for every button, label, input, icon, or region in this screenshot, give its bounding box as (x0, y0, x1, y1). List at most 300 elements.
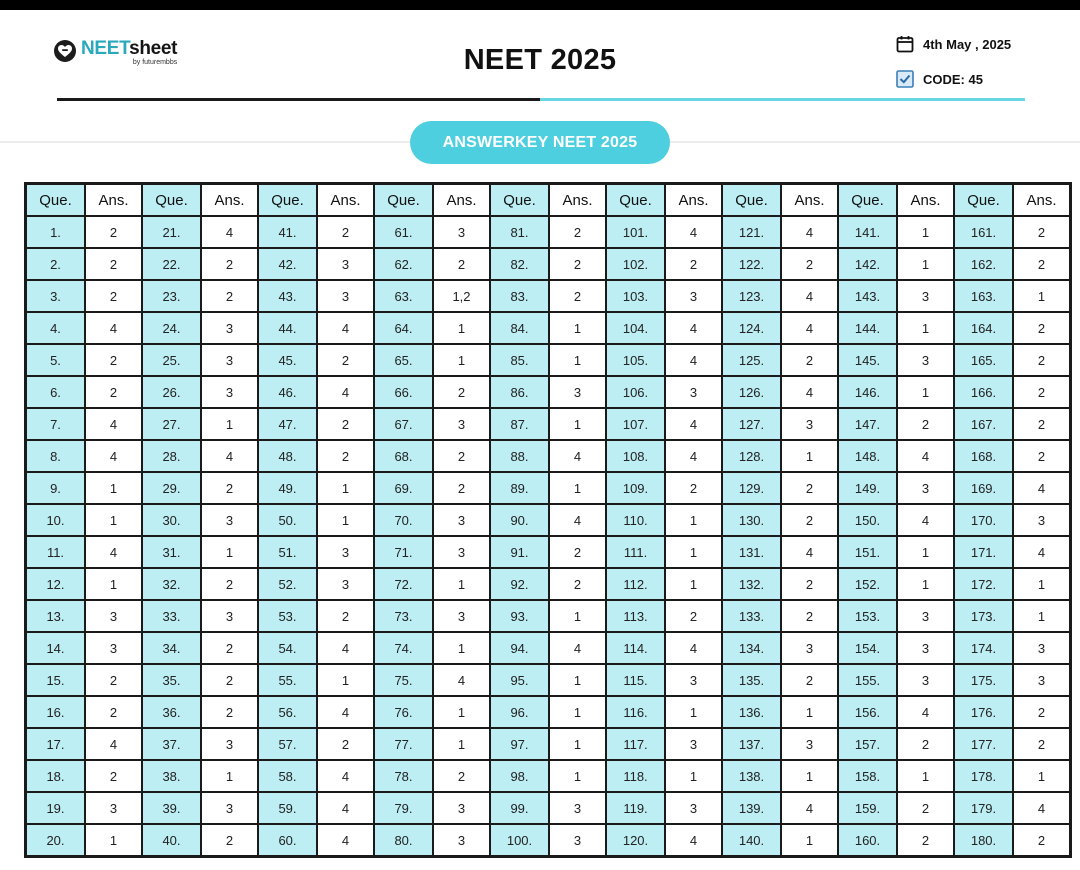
question-number-cell: 123. (722, 280, 781, 312)
answer-cell: 2 (317, 408, 374, 440)
answer-cell: 1 (1013, 600, 1071, 632)
table-row (26, 408, 1071, 440)
answer-cell: 3 (897, 600, 954, 632)
question-number-cell: 29. (142, 472, 201, 504)
table-body (26, 216, 1071, 857)
que-header: Que. (374, 184, 433, 217)
question-number-cell: 142. (838, 248, 897, 280)
answer-cell: 2 (85, 216, 142, 248)
question-number-cell: 169. (954, 472, 1013, 504)
answer-cell: 1 (317, 504, 374, 536)
table-row (26, 600, 1071, 632)
question-number-cell: 106. (606, 376, 665, 408)
que-header: Que. (258, 184, 317, 217)
answer-cell: 1 (665, 536, 722, 568)
table-row (26, 632, 1071, 664)
answer-cell: 2 (317, 728, 374, 760)
question-number-cell: 125. (722, 344, 781, 376)
table-row (26, 440, 1071, 472)
ans-header: Ans. (85, 184, 142, 217)
question-number-cell: 55. (258, 664, 317, 696)
answer-cell: 1 (897, 376, 954, 408)
question-number-cell: 118. (606, 760, 665, 792)
question-number-cell: 95. (490, 664, 549, 696)
question-number-cell: 115. (606, 664, 665, 696)
answer-cell: 2 (433, 376, 490, 408)
question-number-cell: 48. (258, 440, 317, 472)
answer-cell: 4 (781, 792, 838, 824)
answer-cell: 3 (201, 344, 258, 376)
question-number-cell: 127. (722, 408, 781, 440)
answer-cell: 3 (665, 728, 722, 760)
question-number-cell: 144. (838, 312, 897, 344)
question-number-cell: 170. (954, 504, 1013, 536)
question-number-cell: 110. (606, 504, 665, 536)
answer-cell: 1 (897, 312, 954, 344)
answer-cell: 3 (781, 728, 838, 760)
answer-cell: 1 (549, 728, 606, 760)
answer-cell: 2 (1013, 248, 1071, 280)
answer-cell: 2 (201, 280, 258, 312)
question-number-cell: 74. (374, 632, 433, 664)
answer-cell: 3 (781, 408, 838, 440)
answer-cell: 3 (201, 792, 258, 824)
answer-cell: 3 (781, 632, 838, 664)
answer-cell: 4 (317, 312, 374, 344)
question-number-cell: 32. (142, 568, 201, 600)
question-number-cell: 102. (606, 248, 665, 280)
exam-date: 4th May , 2025 (923, 36, 1012, 52)
brand-byline: by futurembbs (132, 59, 178, 66)
table-header-row (26, 184, 1071, 217)
brand-name-part1: NEET (81, 38, 130, 59)
answer-cell: 2 (897, 792, 954, 824)
answer-cell: 1 (85, 568, 142, 600)
answer-cell: 2 (781, 664, 838, 696)
answer-cell: 1 (665, 504, 722, 536)
question-number-cell: 78. (374, 760, 433, 792)
answer-cell: 2 (201, 568, 258, 600)
question-number-cell: 117. (606, 728, 665, 760)
table-row (26, 568, 1071, 600)
question-number-cell: 120. (606, 824, 665, 857)
answer-cell: 1 (897, 536, 954, 568)
question-number-cell: 165. (954, 344, 1013, 376)
question-number-cell: 136. (722, 696, 781, 728)
answer-cell: 2 (781, 504, 838, 536)
question-number-cell: 138. (722, 760, 781, 792)
question-number-cell: 128. (722, 440, 781, 472)
answer-cell: 2 (433, 440, 490, 472)
question-number-cell: 150. (838, 504, 897, 536)
question-number-cell: 44. (258, 312, 317, 344)
ans-header: Ans. (897, 184, 954, 217)
que-header: Que. (722, 184, 781, 217)
question-number-cell: 134. (722, 632, 781, 664)
question-number-cell: 68. (374, 440, 433, 472)
answer-cell: 1 (85, 472, 142, 504)
question-number-cell: 145. (838, 344, 897, 376)
question-number-cell: 167. (954, 408, 1013, 440)
table-row (26, 824, 1071, 857)
answer-cell: 1 (433, 568, 490, 600)
answer-cell: 2 (781, 344, 838, 376)
answer-cell: 2 (85, 248, 142, 280)
answer-cell: 2 (1013, 408, 1071, 440)
question-number-cell: 105. (606, 344, 665, 376)
question-number-cell: 50. (258, 504, 317, 536)
answer-cell: 4 (897, 504, 954, 536)
question-number-cell: 86. (490, 376, 549, 408)
question-number-cell: 19. (26, 792, 86, 824)
answer-cell: 2 (85, 344, 142, 376)
answer-cell: 1 (433, 344, 490, 376)
question-number-cell: 121. (722, 216, 781, 248)
question-number-cell: 34. (142, 632, 201, 664)
question-number-cell: 99. (490, 792, 549, 824)
answer-cell: 2 (781, 248, 838, 280)
answer-cell: 1 (781, 760, 838, 792)
question-number-cell: 23. (142, 280, 201, 312)
question-number-cell: 52. (258, 568, 317, 600)
question-number-cell: 98. (490, 760, 549, 792)
answer-cell: 3 (897, 280, 954, 312)
question-number-cell: 156. (838, 696, 897, 728)
answer-cell: 3 (201, 312, 258, 344)
question-number-cell: 21. (142, 216, 201, 248)
answer-cell: 3 (317, 280, 374, 312)
answer-cell: 1 (665, 696, 722, 728)
answer-cell: 1 (317, 472, 374, 504)
question-number-cell: 135. (722, 664, 781, 696)
que-header: Que. (26, 184, 86, 217)
answer-cell: 1 (433, 696, 490, 728)
question-number-cell: 35. (142, 664, 201, 696)
answer-cell: 2 (781, 472, 838, 504)
answer-cell: 3 (85, 632, 142, 664)
question-number-cell: 89. (490, 472, 549, 504)
answer-cell: 3 (1013, 632, 1071, 664)
answer-cell: 1 (1013, 568, 1071, 600)
question-number-cell: 88. (490, 440, 549, 472)
answer-cell: 2 (433, 248, 490, 280)
que-header: Que. (838, 184, 897, 217)
answer-cell: 2 (1013, 216, 1071, 248)
question-number-cell: 53. (258, 600, 317, 632)
answer-cell: 4 (665, 632, 722, 664)
answer-cell: 4 (317, 824, 374, 857)
question-number-cell: 103. (606, 280, 665, 312)
exam-date-row (895, 33, 1011, 55)
question-number-cell: 66. (374, 376, 433, 408)
answer-cell: 4 (665, 440, 722, 472)
answer-cell: 1 (549, 312, 606, 344)
answer-cell: 2 (85, 376, 142, 408)
question-number-cell: 81. (490, 216, 549, 248)
answer-cell: 3 (433, 504, 490, 536)
answer-cell: 4 (433, 664, 490, 696)
table-row (26, 504, 1071, 536)
answer-cell: 4 (665, 824, 722, 857)
question-number-cell: 141. (838, 216, 897, 248)
question-number-cell: 179. (954, 792, 1013, 824)
answer-cell: 2 (549, 248, 606, 280)
answer-cell: 2 (1013, 440, 1071, 472)
question-number-cell: 9. (26, 472, 86, 504)
question-number-cell: 94. (490, 632, 549, 664)
answer-cell: 1 (549, 472, 606, 504)
question-number-cell: 133. (722, 600, 781, 632)
ans-header: Ans. (201, 184, 258, 217)
ans-header: Ans. (665, 184, 722, 217)
answer-cell: 2 (201, 696, 258, 728)
answer-cell: 3 (433, 408, 490, 440)
question-number-cell: 13. (26, 600, 86, 632)
question-number-cell: 76. (374, 696, 433, 728)
answer-cell: 1 (433, 632, 490, 664)
calendar-icon (895, 34, 915, 54)
question-number-cell: 164. (954, 312, 1013, 344)
answer-cell: 4 (897, 696, 954, 728)
answer-cell: 4 (85, 408, 142, 440)
brand-name-part2: sheet (129, 38, 178, 59)
question-number-cell: 20. (26, 824, 86, 857)
question-number-cell: 6. (26, 376, 86, 408)
question-number-cell: 174. (954, 632, 1013, 664)
question-number-cell: 152. (838, 568, 897, 600)
question-number-cell: 147. (838, 408, 897, 440)
answer-cell: 4 (549, 504, 606, 536)
question-number-cell: 39. (142, 792, 201, 824)
question-number-cell: 46. (258, 376, 317, 408)
question-number-cell: 171. (954, 536, 1013, 568)
question-number-cell: 109. (606, 472, 665, 504)
answer-cell: 1 (549, 696, 606, 728)
answer-cell: 4 (549, 440, 606, 472)
ans-header: Ans. (317, 184, 374, 217)
question-number-cell: 107. (606, 408, 665, 440)
answer-cell: 1 (781, 440, 838, 472)
question-number-cell: 108. (606, 440, 665, 472)
answer-cell: 1 (665, 568, 722, 600)
answer-cell: 2 (85, 280, 142, 312)
answer-cell: 4 (781, 536, 838, 568)
table-row (26, 536, 1071, 568)
answer-cell: 3 (85, 600, 142, 632)
question-number-cell: 18. (26, 760, 86, 792)
answer-cell: 1 (433, 728, 490, 760)
table-row (26, 248, 1071, 280)
answer-cell: 2 (1013, 344, 1071, 376)
que-header: Que. (142, 184, 201, 217)
ans-header: Ans. (549, 184, 606, 217)
question-number-cell: 56. (258, 696, 317, 728)
answer-cell: 4 (85, 440, 142, 472)
answer-cell: 2 (317, 216, 374, 248)
question-number-cell: 92. (490, 568, 549, 600)
question-number-cell: 1. (26, 216, 86, 248)
table-row (26, 312, 1071, 344)
answer-cell: 4 (1013, 536, 1071, 568)
question-number-cell: 132. (722, 568, 781, 600)
table-row (26, 664, 1071, 696)
exam-code-row (895, 68, 1011, 90)
answer-cell: 2 (201, 632, 258, 664)
question-number-cell: 159. (838, 792, 897, 824)
question-number-cell: 31. (142, 536, 201, 568)
answer-cell: 3 (317, 568, 374, 600)
answer-cell: 1 (781, 696, 838, 728)
table-row (26, 280, 1071, 312)
answer-cell: 4 (781, 216, 838, 248)
question-number-cell: 149. (838, 472, 897, 504)
question-number-cell: 146. (838, 376, 897, 408)
answer-cell: 1 (201, 760, 258, 792)
question-number-cell: 161. (954, 216, 1013, 248)
answer-cell: 2 (85, 760, 142, 792)
answer-cell: 3 (433, 792, 490, 824)
question-number-cell: 7. (26, 408, 86, 440)
question-number-cell: 83. (490, 280, 549, 312)
table-row (26, 696, 1071, 728)
answer-cell: 1 (433, 312, 490, 344)
answer-cell: 4 (781, 280, 838, 312)
answer-cell: 3 (665, 376, 722, 408)
answer-cell: 2 (549, 536, 606, 568)
question-number-cell: 77. (374, 728, 433, 760)
question-number-cell: 124. (722, 312, 781, 344)
question-number-cell: 42. (258, 248, 317, 280)
question-number-cell: 111. (606, 536, 665, 568)
answer-cell: 3 (201, 728, 258, 760)
answer-cell: 3 (897, 632, 954, 664)
question-number-cell: 177. (954, 728, 1013, 760)
answer-cell: 4 (317, 792, 374, 824)
answer-cell: 3 (665, 664, 722, 696)
answer-cell: 3 (549, 824, 606, 857)
answer-cell: 3 (897, 472, 954, 504)
table-row (26, 792, 1071, 824)
answer-cell: 3 (201, 600, 258, 632)
answer-cell: 3 (317, 248, 374, 280)
answer-cell: 1 (549, 408, 606, 440)
question-number-cell: 54. (258, 632, 317, 664)
answer-cell: 1 (201, 408, 258, 440)
question-number-cell: 157. (838, 728, 897, 760)
answer-cell: 4 (317, 760, 374, 792)
question-number-cell: 116. (606, 696, 665, 728)
question-number-cell: 137. (722, 728, 781, 760)
answer-cell: 4 (1013, 792, 1071, 824)
question-number-cell: 154. (838, 632, 897, 664)
question-number-cell: 173. (954, 600, 1013, 632)
question-number-cell: 140. (722, 824, 781, 857)
table-row (26, 728, 1071, 760)
question-number-cell: 28. (142, 440, 201, 472)
answer-cell: 4 (201, 440, 258, 472)
question-number-cell: 82. (490, 248, 549, 280)
question-number-cell: 126. (722, 376, 781, 408)
answerkey-banner: ANSWERKEY NEET 2025 (410, 121, 670, 164)
question-number-cell: 80. (374, 824, 433, 857)
ans-header: Ans. (433, 184, 490, 217)
answer-cell: 1 (201, 536, 258, 568)
question-number-cell: 5. (26, 344, 86, 376)
question-number-cell: 43. (258, 280, 317, 312)
question-number-cell: 104. (606, 312, 665, 344)
question-number-cell: 158. (838, 760, 897, 792)
question-number-cell: 30. (142, 504, 201, 536)
que-header: Que. (490, 184, 549, 217)
header-divider-accent (540, 98, 1025, 101)
question-number-cell: 100. (490, 824, 549, 857)
answer-cell: 3 (317, 536, 374, 568)
answer-cell: 2 (1013, 824, 1071, 857)
question-number-cell: 131. (722, 536, 781, 568)
question-number-cell: 91. (490, 536, 549, 568)
question-number-cell: 14. (26, 632, 86, 664)
answer-cell: 4 (317, 632, 374, 664)
answer-cell: 3 (201, 376, 258, 408)
answer-cell: 2 (897, 728, 954, 760)
answer-cell: 2 (549, 216, 606, 248)
answer-cell: 3 (665, 792, 722, 824)
answer-cell: 2 (317, 440, 374, 472)
question-number-cell: 61. (374, 216, 433, 248)
question-number-cell: 114. (606, 632, 665, 664)
question-number-cell: 65. (374, 344, 433, 376)
answer-cell: 1 (85, 824, 142, 857)
header-divider-dark (57, 98, 540, 101)
answer-cell: 4 (85, 536, 142, 568)
answer-cell: 1 (1013, 280, 1071, 312)
question-number-cell: 119. (606, 792, 665, 824)
answer-cell: 4 (85, 728, 142, 760)
question-number-cell: 11. (26, 536, 86, 568)
answer-cell: 1 (1013, 760, 1071, 792)
answer-cell: 2 (665, 472, 722, 504)
page-title: NEET 2025 (463, 44, 617, 76)
answer-cell: 2 (433, 760, 490, 792)
answer-cell: 3 (433, 600, 490, 632)
answer-cell: 1 (549, 600, 606, 632)
question-number-cell: 96. (490, 696, 549, 728)
answer-cell: 2 (201, 248, 258, 280)
answer-cell: 2 (897, 408, 954, 440)
table-row (26, 376, 1071, 408)
answer-cell: 1,2 (433, 280, 490, 312)
answer-cell: 1 (317, 664, 374, 696)
table-row (26, 472, 1071, 504)
question-number-cell: 162. (954, 248, 1013, 280)
answer-cell: 3 (433, 216, 490, 248)
answer-cell: 2 (85, 664, 142, 696)
question-number-cell: 58. (258, 760, 317, 792)
question-number-cell: 24. (142, 312, 201, 344)
question-number-cell: 3. (26, 280, 86, 312)
question-number-cell: 75. (374, 664, 433, 696)
question-number-cell: 93. (490, 600, 549, 632)
question-number-cell: 175. (954, 664, 1013, 696)
question-number-cell: 166. (954, 376, 1013, 408)
answer-cell: 3 (433, 824, 490, 857)
question-number-cell: 113. (606, 600, 665, 632)
question-number-cell: 122. (722, 248, 781, 280)
question-number-cell: 8. (26, 440, 86, 472)
table-row (26, 216, 1071, 248)
answer-cell: 2 (1013, 696, 1071, 728)
answer-cell: 1 (781, 824, 838, 857)
